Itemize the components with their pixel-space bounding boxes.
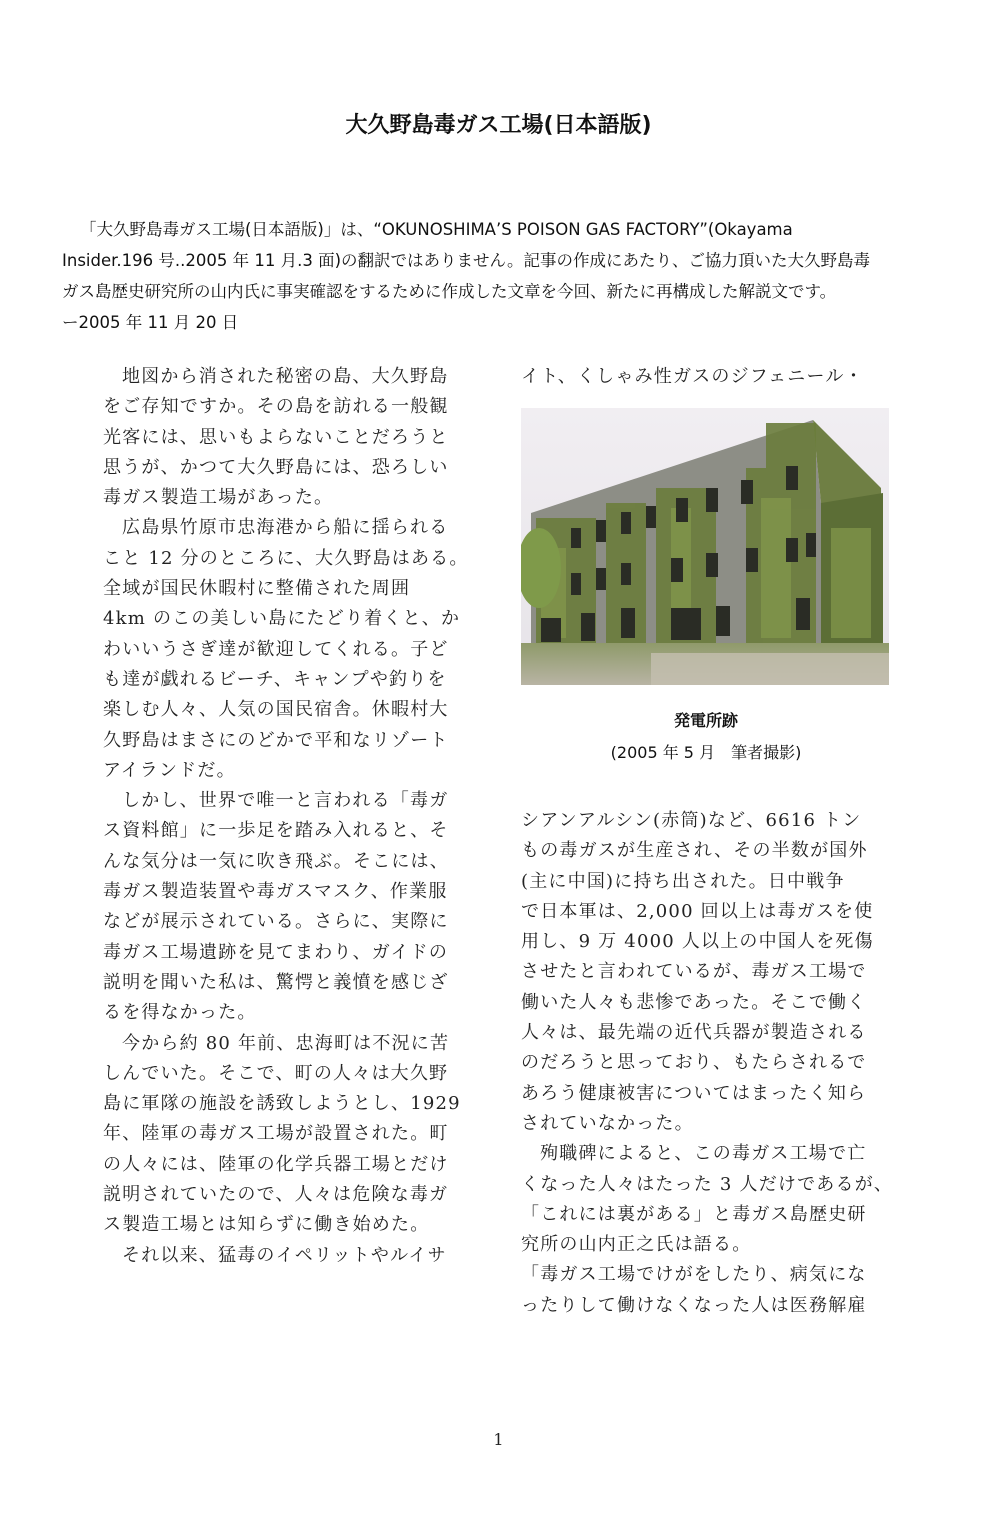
intro-line: Insider.196 号..2005 年 11 月.3 面)の翻訳ではありません。記事の作成にあたり、ご協力頂いた大久野島毒 — [62, 251, 871, 270]
body-line: 年、陸軍の毒ガス工場が設置された。町 — [103, 1123, 449, 1145]
body-line: 毒ガス製造工場があった。 — [103, 487, 334, 509]
body-line: 殉職碑によると、この毒ガス工場で亡 — [540, 1143, 867, 1165]
body-line: イト、くしゃみ性ガスのジフェニール・ — [521, 366, 864, 387]
body-line: 光客には、思いもよらないことだろうと — [103, 426, 449, 448]
body-line: 用し、9 万 4000 人以上の中国人を死傷 — [521, 931, 874, 953]
body-line: 島に軍隊の施設を誘致しようとし、1929 — [103, 1093, 461, 1115]
body-line: 「毒ガス工場でけがをしたり、病気にな — [521, 1264, 867, 1286]
body-line: くなった人々はたった 3 人だけであるが、 — [521, 1173, 894, 1195]
body-line: されていなかった。 — [521, 1112, 694, 1134]
body-line: などが展示されている。さらに、実際に — [103, 911, 449, 933]
body-line: 今から約 80 年前、忠海町は不況に苦 — [122, 1032, 450, 1054]
building-photo-image — [521, 408, 889, 685]
left-column — [103, 362, 483, 1271]
page-number: 1 — [493, 1430, 504, 1449]
body-line: 究所の山内正之氏は語る。 — [521, 1234, 752, 1256]
body-line: ス資料館」に一歩足を踏み入れると、そ — [103, 820, 449, 842]
body-line: あろう健康被害についてはまったく知ら — [521, 1082, 867, 1104]
intro-date: ー2005 年 11 月 20 日 — [62, 313, 239, 332]
body-line: 思うが、かつて大久野島には、恐ろしい — [103, 456, 449, 478]
body-line: の人々には、陸軍の化学兵器工場とだけ — [103, 1153, 449, 1175]
body-line: もの毒ガスが生産され、その半数が国外 — [521, 840, 868, 862]
body-line: 説明を聞いた私は、驚愕と義憤を感じざ — [103, 971, 449, 993]
body-line: のだろうと思っており、もたらされるで — [521, 1052, 867, 1074]
right-column — [521, 806, 901, 1321]
photo-caption-title: 発電所跡 — [673, 711, 738, 730]
body-line: るを得なかった。 — [103, 1002, 257, 1024]
body-line: こと 12 分のところに、大久野島はある。 — [103, 547, 469, 569]
body-line: 「これには裏がある」と毒ガス島歴史研 — [521, 1203, 867, 1225]
body-line: アイランドだ。 — [103, 759, 236, 781]
body-line: をご存知ですか。その島を訪れる一般観 — [103, 396, 449, 418]
body-line: ス製造工場とは知らずに働き始めた。 — [103, 1214, 430, 1236]
body-line: 毒ガス製造装置や毒ガスマスク、作業服 — [103, 881, 448, 903]
body-line: 働いた人々も悲惨であった。そこで働く — [521, 991, 867, 1013]
body-line: 4km のこの美しい島にたどり着くと、か — [103, 608, 461, 630]
intro-line: 「大久野島毒ガス工場(日本語版)」は、“OKUNOSHIMA’S POISON GAS FACTORY”(Okayama — [80, 220, 793, 239]
right-column-top — [521, 362, 901, 392]
body-line: 人々は、最先端の近代兵器が製造される — [521, 1022, 867, 1044]
body-line: ったりして働けなくなった人は医務解雇 — [521, 1294, 867, 1316]
body-line: 久野島はまさにのどかで平和なリゾート — [103, 729, 449, 751]
body-line: も達が戯れるビーチ、キャンプや釣りを — [103, 668, 447, 690]
body-line: 全域が国民休暇村に整備された周囲 — [103, 578, 411, 600]
power-station-photo — [521, 408, 889, 685]
body-line: 楽しむ人々、人気の国民宿舎。休暇村大 — [103, 699, 449, 721]
body-line: で日本軍は、2,000 回以上は毒ガスを使 — [521, 900, 874, 922]
body-line: しかし、世界で唯一と言われる「毒ガ — [122, 790, 449, 812]
body-line: んな気分は一気に吹き飛ぶ。そこには、 — [103, 850, 449, 872]
body-line: させたと言われているが、毒ガス工場で — [521, 961, 867, 983]
body-line: (主に中国)に持ち出された。日中戦争 — [521, 870, 845, 892]
body-line: 説明されていたので、人々は危険な毒ガ — [103, 1184, 449, 1206]
intro-note — [62, 214, 942, 338]
body-line: 広島県竹原市忠海港から船に揺られる — [122, 517, 449, 539]
body-line: 毒ガス工場遺跡を見てまわり、ガイドの — [103, 941, 449, 963]
body-line: それ以来、猛毒のイペリットやルイサ — [122, 1244, 447, 1266]
body-line: しんでいた。そこで、町の人々は大久野 — [103, 1062, 449, 1084]
page-title: 大久野島毒ガス工場(日本語版) — [345, 113, 652, 138]
intro-line: ガス島歴史研究所の山内氏に事実確認をするために作成した文章を今回、新たに再構成した解説文です。 — [62, 282, 837, 301]
body-line: 地図から消された秘密の島、大久野島 — [122, 366, 449, 387]
photo-caption-date: (2005 年 5 月 筆者撮影) — [610, 743, 802, 762]
body-line: シアンアルシン(赤筒)など、6616 トン — [521, 810, 862, 831]
body-line: わいいうさぎ達が歓迎してくれる。子ど — [103, 638, 449, 660]
